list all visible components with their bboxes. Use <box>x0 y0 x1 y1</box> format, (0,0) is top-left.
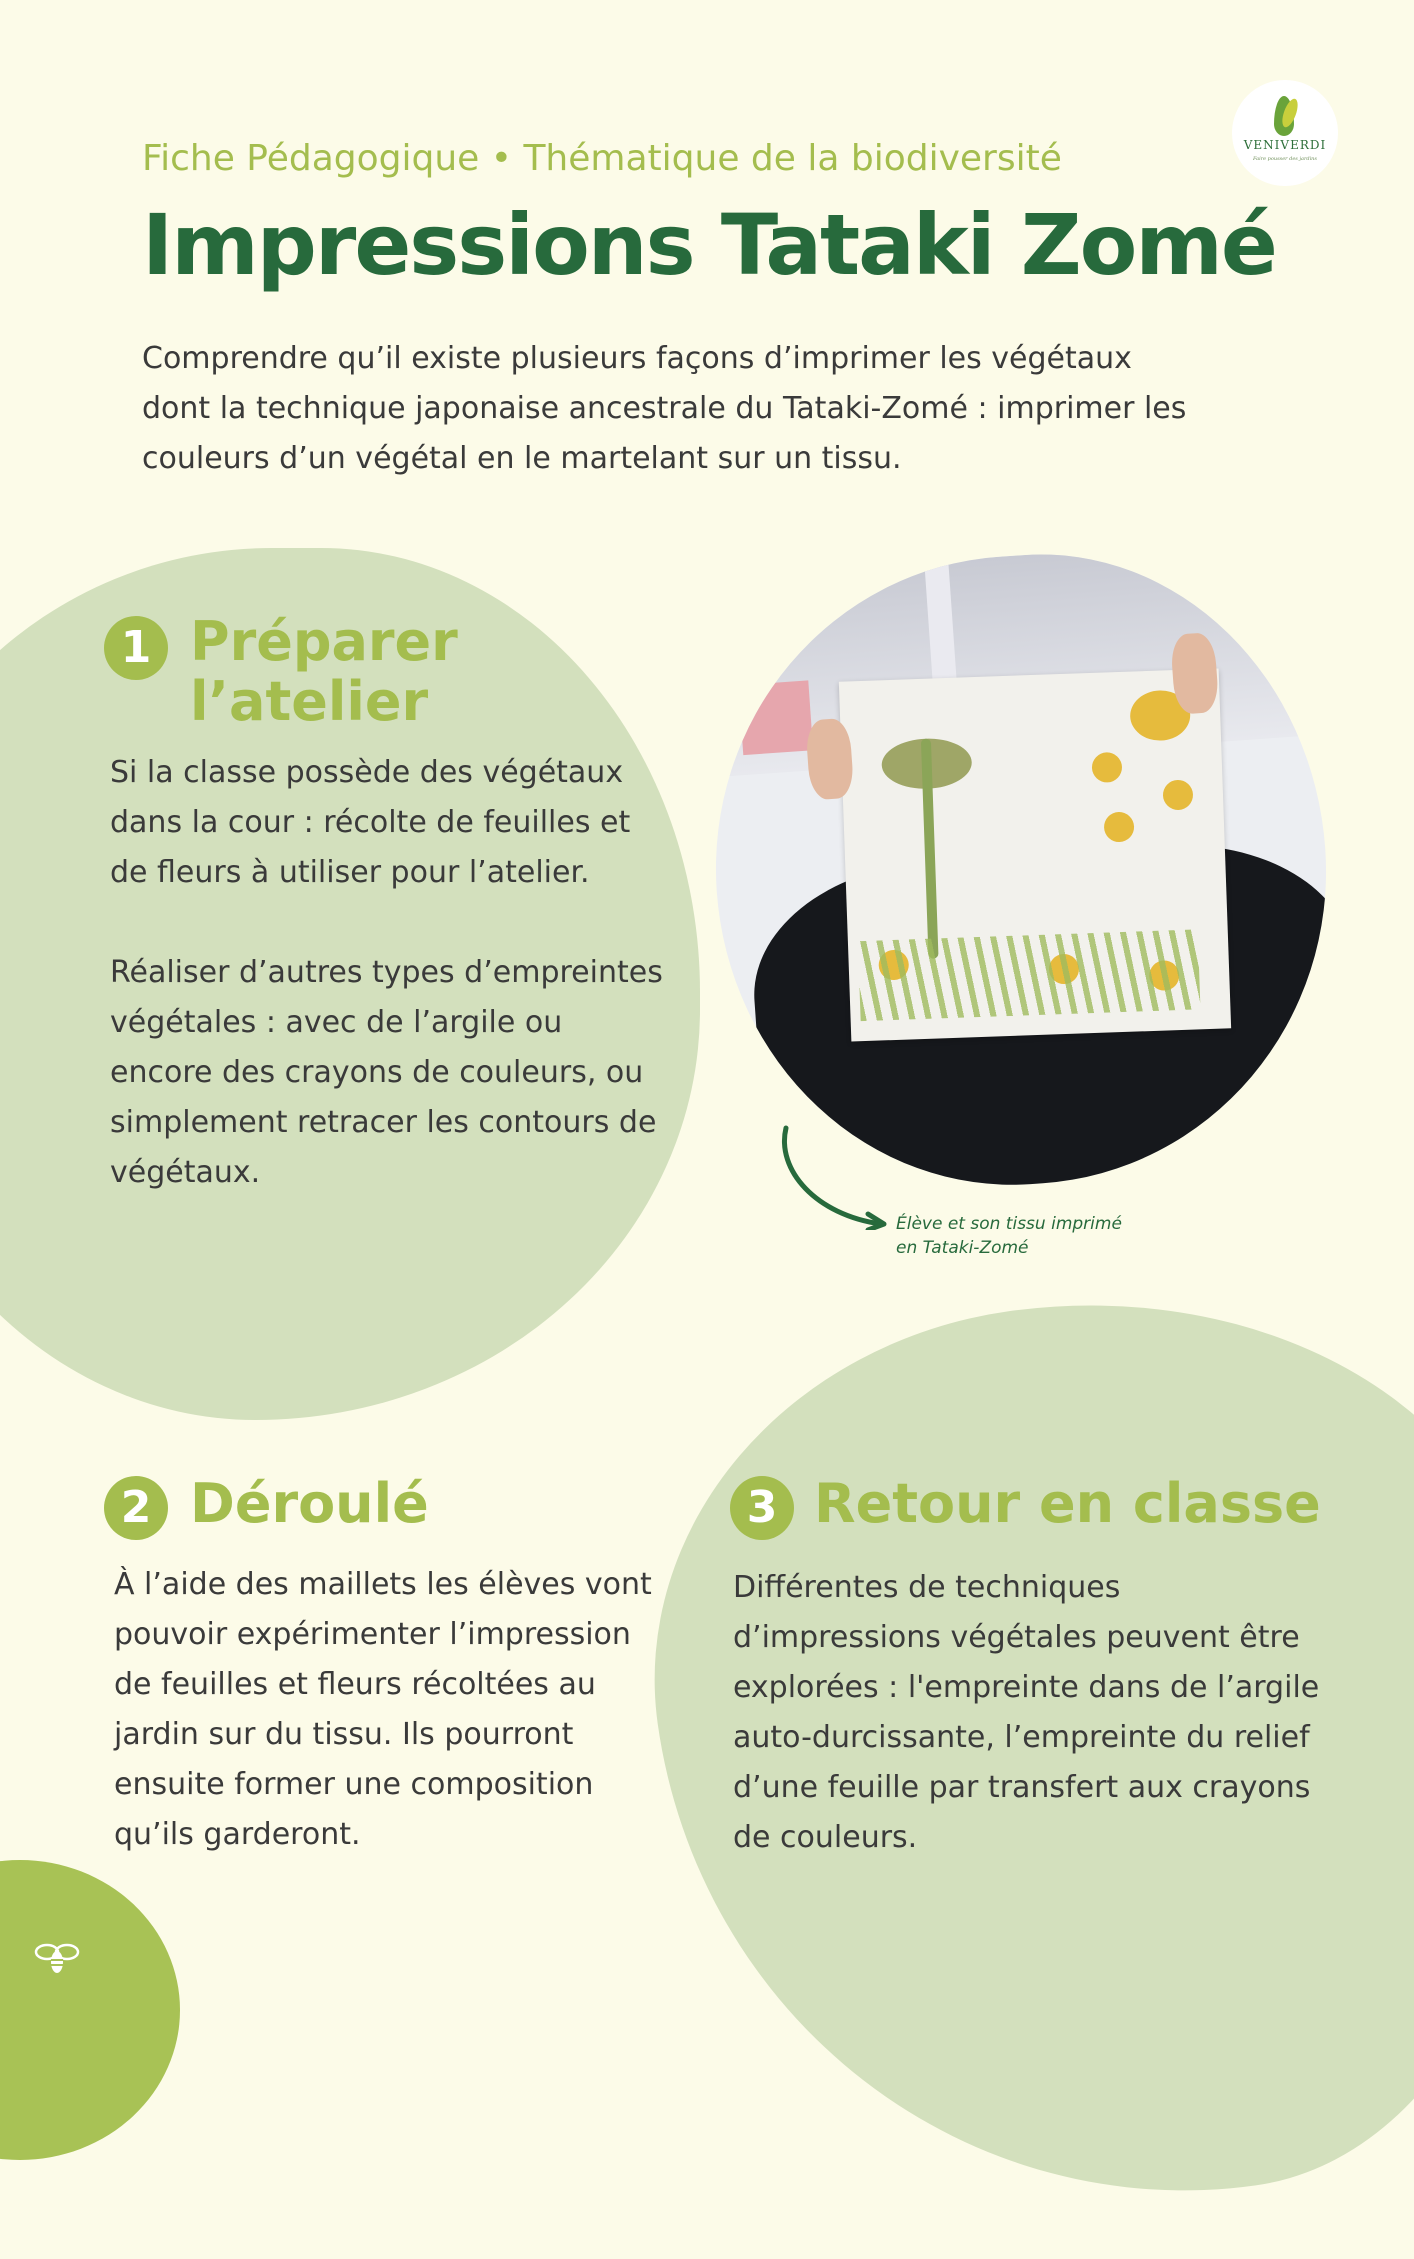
printed-cloth <box>839 668 1231 1041</box>
section-title-line: l’atelier <box>190 670 429 733</box>
arrow-icon <box>776 1120 896 1230</box>
step-number-3: 3 <box>730 1476 794 1540</box>
bee-icon <box>34 1938 80 1978</box>
section-title-preparer <box>190 612 458 732</box>
logo-tagline: Faire pousser des jardins <box>1253 156 1317 162</box>
page-subtitle: Fiche Pédagogique • Thématique de la biodiversité <box>142 138 1062 179</box>
step-number-2: 2 <box>104 1476 168 1540</box>
section-text-preparer <box>110 748 670 1198</box>
caption-line: Élève et son tissu imprimé <box>896 1214 1122 1234</box>
section-title-deroule: Déroulé <box>190 1472 429 1535</box>
step-number-1: 1 <box>104 616 168 680</box>
section-title-line: Préparer <box>190 610 458 673</box>
section-title-retour: Retour en classe <box>814 1472 1321 1535</box>
page-title: Impressions Tataki Zomé <box>142 196 1276 294</box>
paragraph: Si la classe possède des végétaux dans la cour : récolte de feuilles et de fleurs à utiliser pour l’atelier. <box>110 755 631 890</box>
logo-wordmark: VENIVERDI <box>1243 138 1327 152</box>
photo-caption <box>896 1212 1196 1260</box>
corner-decoration <box>0 1860 180 2160</box>
section-text-retour: Différentes de techniques d’impressions végétales peuvent être explorées : l'empreinte dans de l’argile auto-durcissante, l’empreinte du relief d’une feuille par transfert aux crayons de couleurs. <box>733 1570 1320 1855</box>
student-photo <box>695 535 1347 1204</box>
paragraph: Réaliser d’autres types d’empreintes végétales : avec de l’argile ou encore des crayons de couleurs, ou simplement retracer les contours de végétaux. <box>110 955 663 1190</box>
veniverdi-logo <box>1232 80 1338 186</box>
section-text-deroule: À l’aide des maillets les élèves vont pouvoir expérimenter l’impression de feuilles et fleurs récoltées au jardin sur du tissu. Ils pourront ensuite former une composition qu’ils garderont. <box>114 1567 652 1852</box>
caption-line: en Tataki-Zomé <box>896 1238 1029 1258</box>
intro-text: Comprendre qu’il existe plusieurs façons d’imprimer les végétaux dont la technique japonaise ancestrale du Tataki-Zomé : imprimer les couleurs d’un végétal en le martelant sur un tissu. <box>142 341 1187 476</box>
